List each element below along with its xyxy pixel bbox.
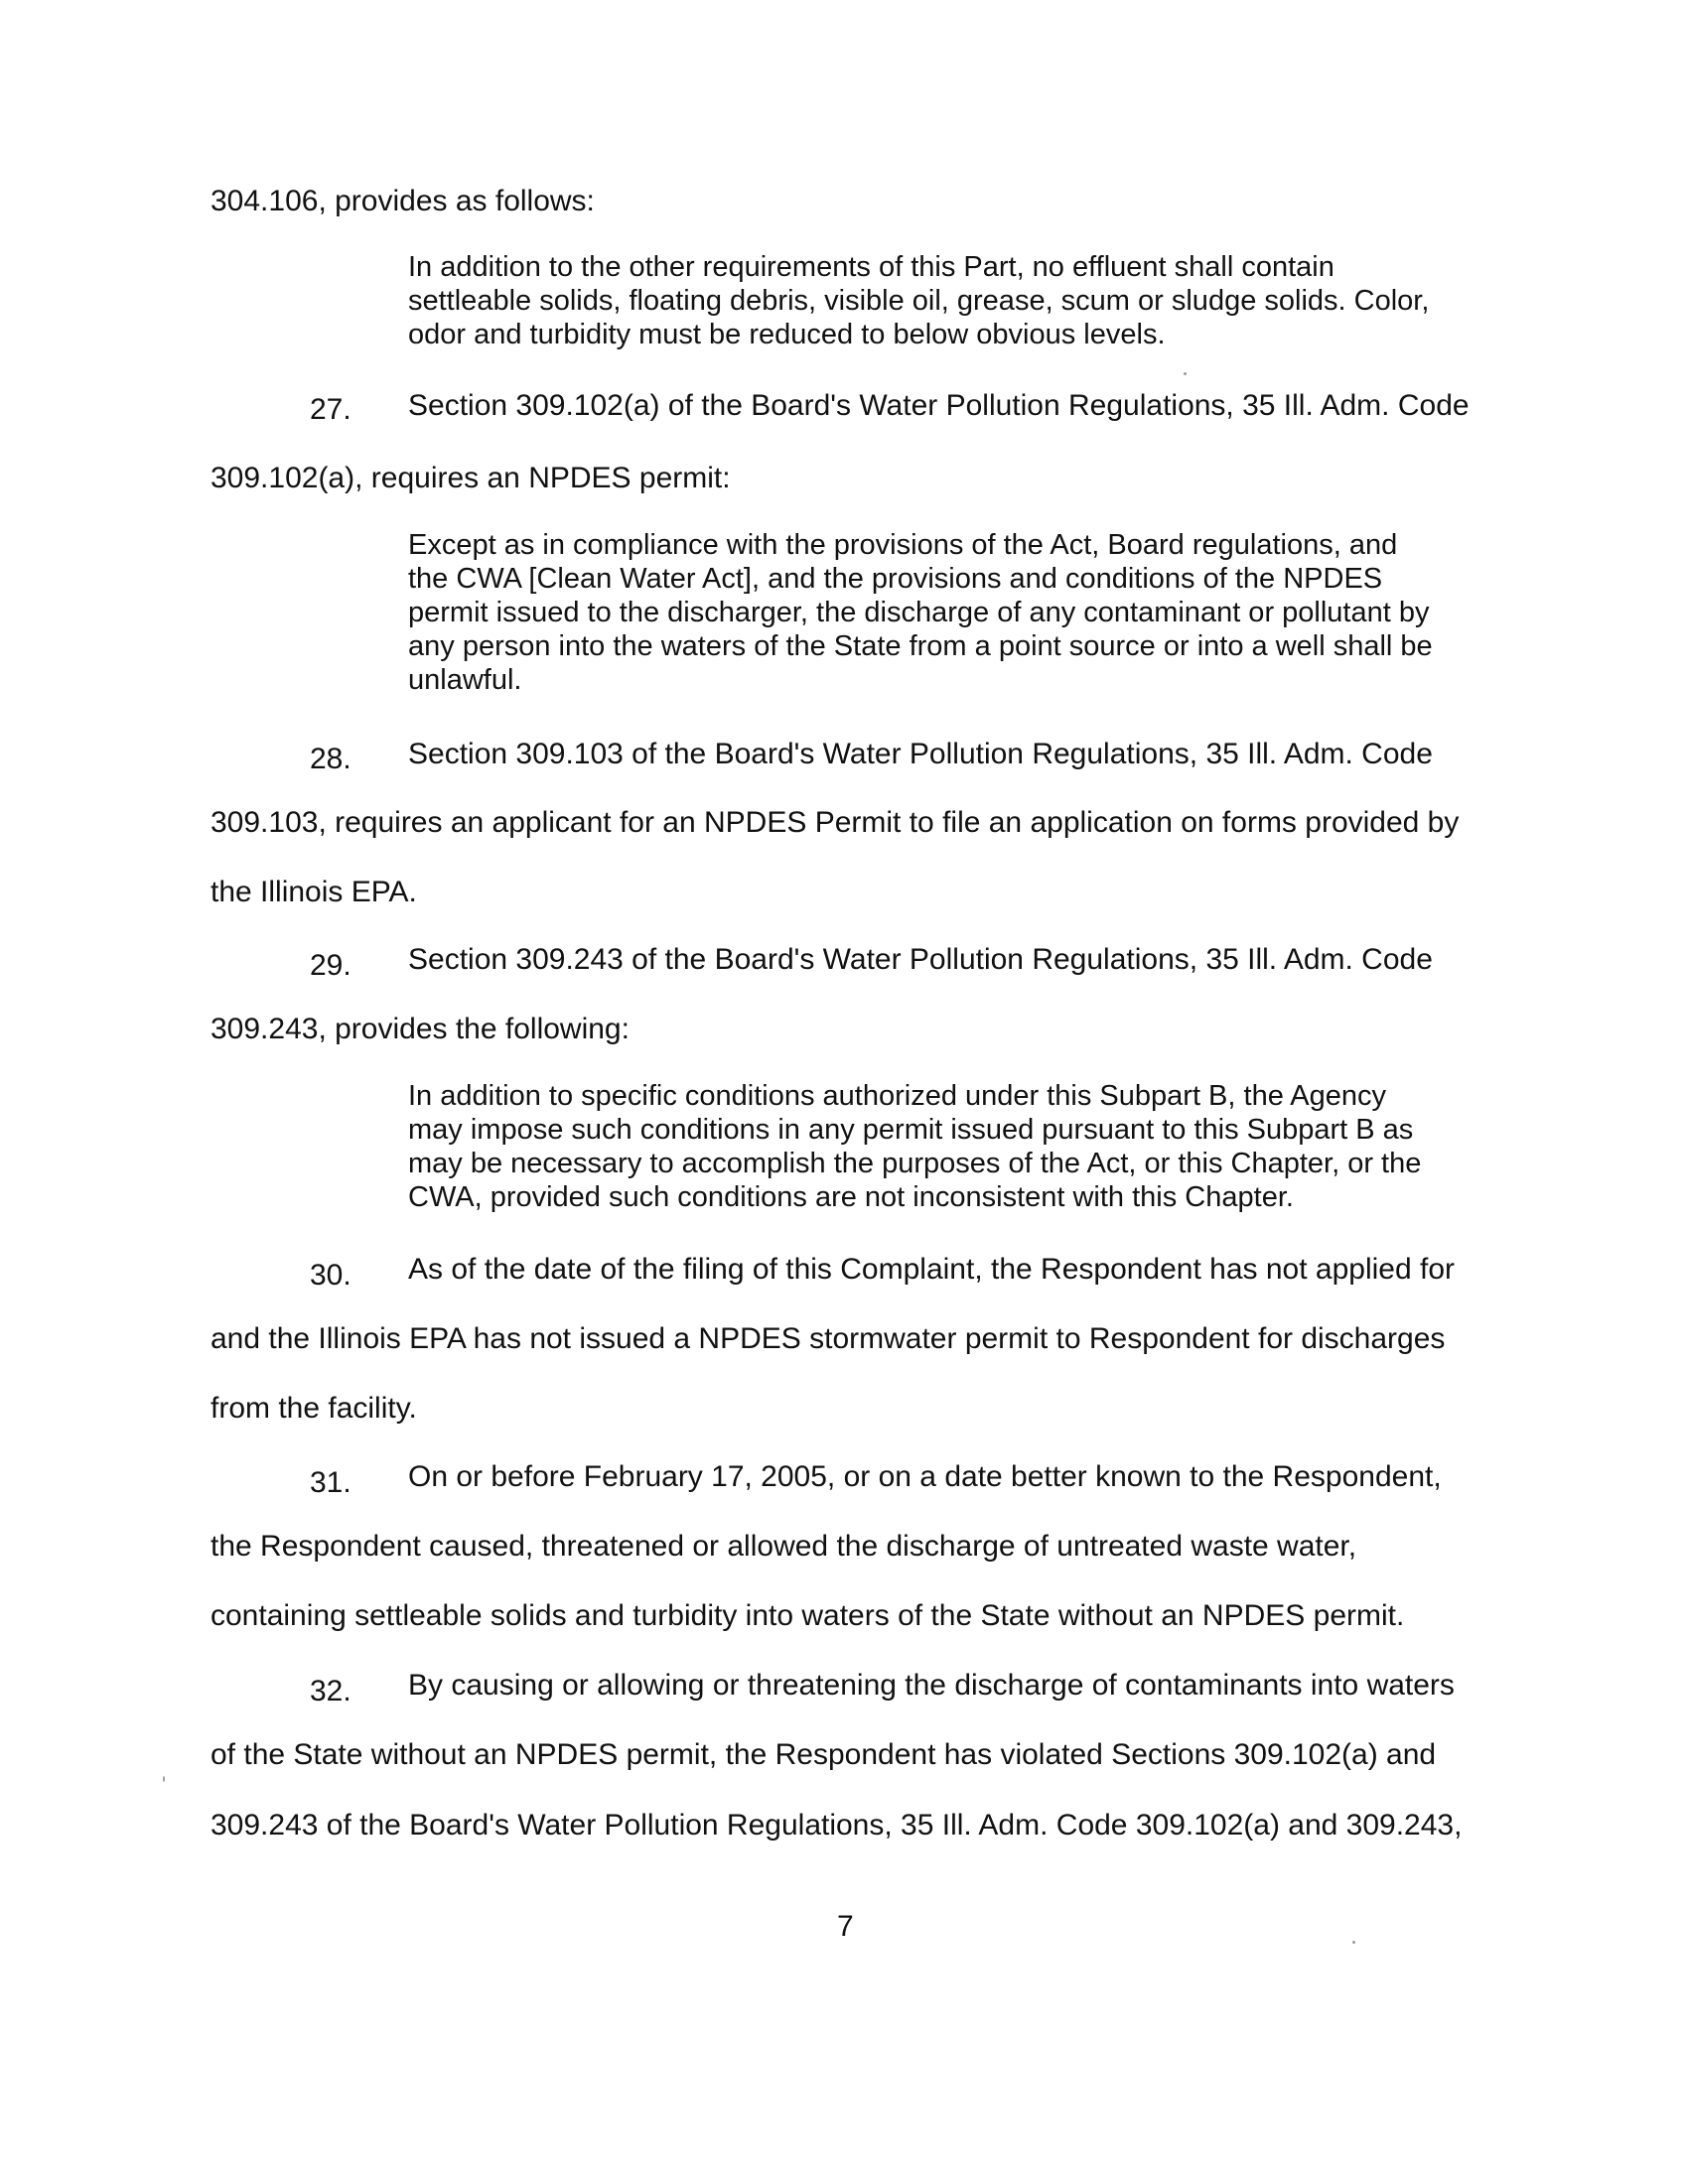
scan-speck <box>1184 372 1187 375</box>
paragraph-line: As of the date of the filing of this Complaint, the Respondent has not applied for <box>408 1253 1455 1286</box>
quote-line: the CWA [Clean Water Act], and the provisions and conditions of the NPDES <box>408 563 1383 595</box>
paragraph-number: 27. <box>310 393 351 426</box>
quote-line: unlawful. <box>408 664 522 696</box>
paragraph-line: 309.243, provides the following: <box>210 1013 630 1045</box>
quote-line: odor and turbidity must be reduced to below obvious levels. <box>408 319 1166 350</box>
paragraph-line: and the Illinois EPA has not issued a NPDES stormwater permit to Respondent for discharges <box>210 1322 1446 1355</box>
paragraph-number: 29. <box>310 949 351 982</box>
paragraph-number: 31. <box>310 1466 351 1499</box>
paragraph-line: of the State without an NPDES permit, the Respondent has violated Sections 309.102(a) and <box>210 1738 1437 1771</box>
paragraph-line: the Respondent caused, threatened or allowed the discharge of untreated waste water, <box>210 1530 1357 1563</box>
paragraph-line: Section 309.102(a) of the Board's Water Pollution Regulations, 35 Ill. Adm. Code <box>408 389 1470 422</box>
paragraph-line: Section 309.103 of the Board's Water Pollution Regulations, 35 Ill. Adm. Code <box>408 738 1433 770</box>
paragraph-line: from the facility. <box>210 1392 417 1425</box>
quote-line: settleable solids, floating debris, visible oil, grease, scum or sludge solids. Color, <box>408 285 1430 317</box>
paragraph-line: the Illinois EPA. <box>210 876 417 908</box>
paragraph-number: 32. <box>310 1675 351 1707</box>
quote-line: may impose such conditions in any permit issued pursuant to this Subpart B as <box>408 1114 1414 1146</box>
paragraph-line: 309.243 of the Board's Water Pollution Regulations, 35 Ill. Adm. Code 309.102(a) and 309.243, <box>210 1809 1463 1842</box>
scan-speck <box>163 1776 165 1782</box>
scan-speck <box>1352 1941 1355 1944</box>
paragraph-number: 30. <box>310 1259 351 1292</box>
paragraph-line: By causing or allowing or threatening the discharge of contaminants into waters <box>408 1669 1455 1702</box>
paragraph-line: containing settleable solids and turbidity into waters of the State without an NPDES permit. <box>210 1599 1405 1632</box>
quote-line: any person into the waters of the State from a point source or into a well shall be <box>408 630 1433 662</box>
paragraph-line: 309.103, requires an applicant for an NPDES Permit to file an application on forms provided by <box>210 806 1460 839</box>
paragraph-number: 28. <box>310 743 351 775</box>
quote-line: In addition to specific conditions authorized under this Subpart B, the Agency <box>408 1080 1387 1112</box>
quote-line: In addition to the other requirements of this Part, no effluent shall contain <box>408 251 1334 283</box>
paragraph-line: On or before February 17, 2005, or on a date better known to the Respondent, <box>408 1460 1442 1493</box>
intro-line: 304.106, provides as follows: <box>210 185 595 217</box>
paragraph-line: Section 309.243 of the Board's Water Pollution Regulations, 35 Ill. Adm. Code <box>408 943 1433 976</box>
quote-line: CWA, provided such conditions are not inconsistent with this Chapter. <box>408 1181 1294 1213</box>
page-number: 7 <box>837 1910 854 1943</box>
paragraph-line: 309.102(a), requires an NPDES permit: <box>210 462 731 494</box>
quote-line: may be necessary to accomplish the purposes of the Act, or this Chapter, or the <box>408 1148 1422 1179</box>
quote-line: permit issued to the discharger, the discharge of any contaminant or pollutant by <box>408 597 1430 628</box>
quote-line: Except as in compliance with the provisions of the Act, Board regulations, and <box>408 529 1398 561</box>
